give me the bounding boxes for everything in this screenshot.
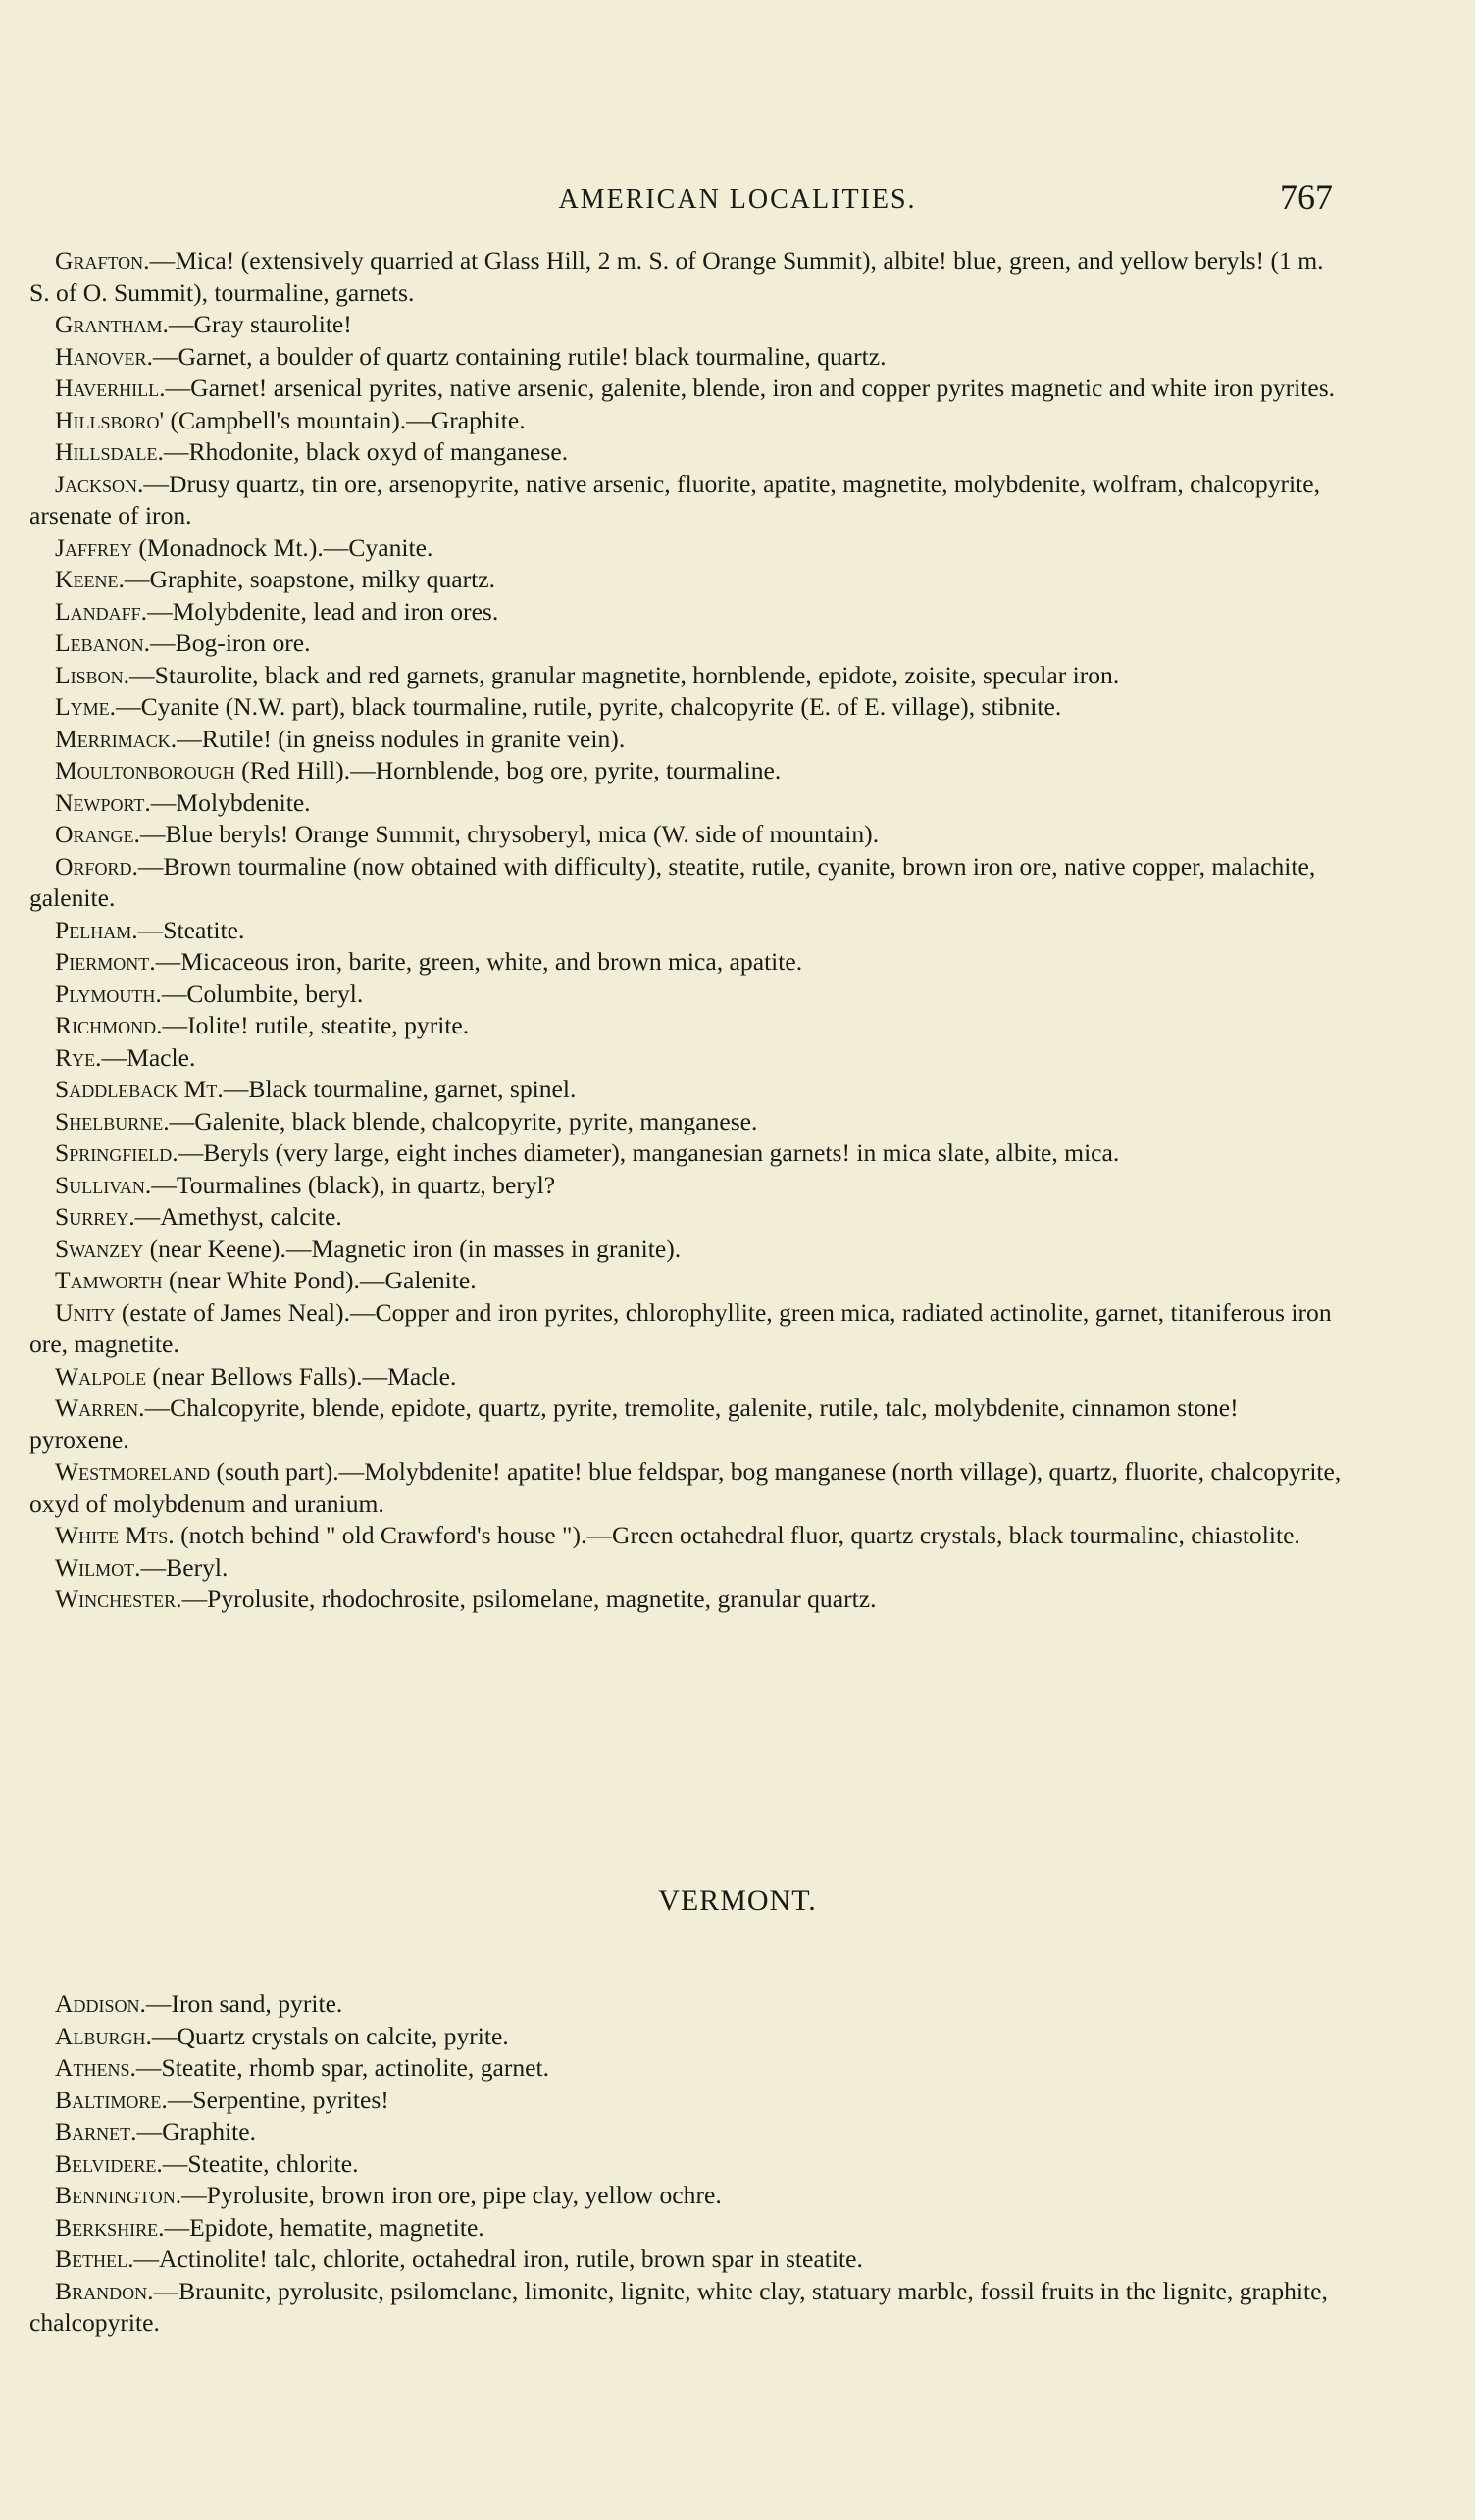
locality-entry <box>29 532 1344 565</box>
locality-entry <box>29 1170 1344 1202</box>
locality-entry <box>29 2276 1344 2340</box>
mineral-list: —Steatite. <box>137 915 245 944</box>
mineral-list: —Amethyst, calcite. <box>134 1202 342 1231</box>
section-heading-vermont: VERMONT. <box>658 1885 817 1917</box>
mineral-list: —Rhodonite, black oxyd of manganese. <box>163 437 569 466</box>
locality-name: Jackson. <box>55 469 144 498</box>
locality-name: Addison. <box>55 1990 146 2018</box>
mineral-list: (notch behind " old Crawford's house ").—Green octahedral fluor, quartz crystals, black tourmaline, chiastolite. <box>174 1521 1300 1549</box>
mineral-list: —Pyrolusite, brown iron ore, pipe clay, yellow ochre. <box>181 2181 722 2209</box>
locality-name: Wilmot. <box>55 1552 141 1582</box>
locality-entry <box>29 1989 1344 2021</box>
locality-name: Alburgh. <box>55 2021 152 2050</box>
locality-name: Piermont. <box>55 947 156 976</box>
locality-entry <box>29 2021 1344 2053</box>
locality-name: Rye. <box>55 1042 102 1072</box>
mineral-list: —Rutile! (in gneiss nodules in granite vein). <box>177 724 626 753</box>
locality-entry <box>29 1584 1344 1616</box>
locality-entry <box>29 2052 1344 2085</box>
locality-name: Warren. <box>55 1393 145 1422</box>
mineral-list: —Columbite, beryl. <box>161 979 364 1008</box>
mineral-list: —Quartz crystals on calcite, pyrite. <box>151 2021 509 2050</box>
locality-entry <box>29 564 1344 596</box>
locality-entry <box>29 2212 1344 2244</box>
locality-name: Brandon. <box>55 2276 154 2305</box>
locality-name: Sullivan. <box>55 1170 152 1199</box>
locality-entry <box>29 341 1344 374</box>
mineral-list: (estate of James Neal).—Copper and iron pyrites, chlorophyllite, green mica, radiated actinolite, garnet, titaniferous iron ore, magnetite. <box>29 1297 1332 1358</box>
vermont-localities <box>29 1989 1344 2340</box>
locality-name: Bennington. <box>55 2181 182 2209</box>
mineral-list: (near White Pond).—Galenite. <box>162 1266 477 1294</box>
locality-name: Lisbon. <box>55 660 130 689</box>
locality-entry <box>29 1106 1344 1138</box>
locality-entry <box>29 1392 1344 1456</box>
mineral-list: —Bog-iron ore. <box>150 629 311 657</box>
locality-name: Lebanon. <box>55 629 151 657</box>
mineral-list: —Macle. <box>101 1042 196 1072</box>
mineral-list: —Iolite! rutile, steatite, pyrite. <box>162 1011 470 1039</box>
locality-entry <box>29 724 1344 756</box>
mineral-list: —Blue beryls! Orange Summit, chrysoberyl, mica (W. side of mountain). <box>139 820 880 848</box>
mineral-list: —Epidote, hematite, magnetite. <box>164 2212 484 2242</box>
locality-entry <box>29 1456 1344 1520</box>
locality-entry <box>29 1297 1344 1361</box>
locality-entry <box>29 1201 1344 1234</box>
mineral-list: —Steatite, rhomb spar, actinolite, garnet. <box>135 2053 550 2082</box>
locality-name: Athens. <box>55 2053 136 2082</box>
mineral-list: —Serpentine, pyrites! <box>167 2085 389 2114</box>
locality-entry <box>29 628 1344 660</box>
locality-entry <box>29 787 1344 820</box>
mineral-list: —Gray staurolite! <box>168 310 352 338</box>
locality-name: Pelham. <box>55 915 138 944</box>
locality-entry <box>29 979 1344 1011</box>
mineral-list: —Staurolite, black and red garnets, granular magnetite, hornblende, epidote, zoisite, specular iron. <box>129 660 1120 689</box>
locality-name: Orford. <box>55 851 138 881</box>
locality-entry <box>29 1552 1344 1585</box>
locality-entry <box>29 2243 1344 2276</box>
locality-name: White Mts. <box>55 1521 175 1549</box>
locality-name: Berkshire. <box>55 2212 165 2242</box>
mineral-list: .—Actinolite! talc, chlorite, octahedral iron, rutile, brown spar in steatite. <box>127 2244 863 2273</box>
locality-name: Barnet. <box>55 2117 137 2145</box>
locality-name: Plymouth. <box>55 979 162 1008</box>
page-number: 767 <box>1280 177 1333 217</box>
mineral-list: —Tourmalines (black), in quartz, beryl? <box>151 1170 556 1199</box>
locality-name: Hillsdale. <box>55 437 164 466</box>
mineral-list: —Iron sand, pyrite. <box>145 1990 343 2018</box>
mineral-list: —Steatite, chlorite. <box>162 2148 359 2178</box>
locality-name: Landaff. <box>55 596 148 626</box>
locality-name: Westmoreland <box>55 1457 211 1486</box>
locality-entry <box>29 915 1344 947</box>
locality-entry <box>29 2180 1344 2212</box>
mineral-list: —Braunite, pyrolusite, psilomelane, limonite, lignite, white clay, statuary marble, fossil fruits in the lignite, graphite, chalcopyrite. <box>29 2276 1328 2337</box>
locality-entry <box>29 373 1344 405</box>
locality-entry <box>29 1361 1344 1393</box>
mineral-list: .—Cyanite (N.W. part), black tourmaline, rutile, pyrite, chalcopyrite (E. of E. village), stibnite. <box>109 692 1062 721</box>
mineral-list: —Galenite, black blende, chalcopyrite, pyrite, manganese. <box>169 1106 758 1135</box>
locality-entry <box>29 755 1344 787</box>
locality-entry <box>29 691 1344 724</box>
mineral-list: (south part).—Molybdenite! apatite! blue feldspar, bog manganese (north village), quartz, fluorite, chalcopyrite, oxyd of molybdenum and uranium. <box>29 1457 1342 1518</box>
locality-name: Orange. <box>55 820 140 848</box>
locality-name: Richmond. <box>55 1011 163 1039</box>
new-hampshire-localities <box>29 245 1344 1616</box>
locality-entry <box>29 946 1344 979</box>
mineral-list: —Garnet! arsenical pyrites, native arsenic, galenite, blende, iron and copper pyrites magnetic and white iron pyrites. <box>165 374 1336 402</box>
locality-entry <box>29 1074 1344 1106</box>
mineral-list: —Drusy quartz, tin ore, arsenopyrite, native arsenic, fluorite, apatite, magnetite, molybdenite, wolfram, chalcopyrite, arsenate of iron. <box>29 469 1321 529</box>
locality-name: Grafton. <box>55 246 150 275</box>
locality-entry <box>29 819 1344 851</box>
locality-name: Winchester. <box>55 1585 182 1613</box>
mineral-list: —Beryls (very large, eight inches diameter), manganesian garnets! in mica slate, albite, mica. <box>178 1138 1120 1167</box>
mineral-list: (near Bellows Falls).—Macle. <box>146 1361 457 1390</box>
mineral-list: (Campbell's mountain).—Graphite. <box>164 405 526 434</box>
mineral-list: —Brown tourmaline (now obtained with difficulty), steatite, rutile, cyanite, brown iron ore, native copper, malachite, galenite. <box>29 851 1316 912</box>
mineral-list: (Monadnock Mt.).—Cyanite. <box>131 532 433 562</box>
locality-entry <box>29 469 1344 532</box>
locality-name: Bethel <box>55 2244 128 2273</box>
locality-name: Haverhill. <box>55 374 166 402</box>
locality-name: Hanover. <box>55 341 153 371</box>
locality-name: Lyme <box>55 692 110 721</box>
locality-name: Keene. <box>55 565 125 593</box>
locality-entry <box>29 2085 1344 2117</box>
locality-name: Springfield. <box>55 1138 178 1167</box>
mineral-list: —Graphite. <box>136 2117 257 2145</box>
locality-name: Newport. <box>55 787 151 817</box>
locality-entry <box>29 1234 1344 1266</box>
locality-entry <box>29 2116 1344 2148</box>
locality-name: Swanzey <box>55 1234 144 1263</box>
mineral-list: —Molybdenite. <box>150 787 311 817</box>
locality-name: Shelburne. <box>55 1106 170 1135</box>
mineral-list: —Chalcopyrite, blende, epidote, quartz, pyrite, tremolite, galenite, rutile, talc, molybdenite, cinnamon stone! pyroxene. <box>29 1393 1239 1454</box>
mineral-list: —Molybdenite, lead and iron ores. <box>147 596 499 626</box>
mineral-list: —Beryl. <box>140 1552 229 1582</box>
locality-entry <box>29 1520 1344 1552</box>
locality-name: Tamworth <box>55 1266 163 1294</box>
locality-entry <box>29 1137 1344 1170</box>
mineral-list: —Black tourmaline, garnet, spinel. <box>223 1075 577 1103</box>
locality-entry <box>29 851 1344 915</box>
locality-entry <box>29 1042 1344 1075</box>
running-title: AMERICAN LOCALITIES. <box>558 184 917 215</box>
mineral-list: —Pyrolusite, rhodochrosite, psilomelane, magnetite, granular quartz. <box>181 1585 877 1613</box>
mineral-list: —Mica! (extensively quarried at Glass Hill, 2 m. S. of Orange Summit), albite! blue, green, and yellow beryls! (1 m. S. of O. Summit), tourmaline, garnets. <box>29 246 1324 307</box>
locality-entry <box>29 660 1344 692</box>
locality-name: Jaffrey <box>55 532 132 562</box>
locality-entry <box>29 309 1344 341</box>
locality-name: Belvidere. <box>55 2148 163 2178</box>
locality-name: Unity <box>55 1297 116 1327</box>
mineral-list: —Micaceous iron, barite, green, white, and brown mica, apatite. <box>155 947 803 976</box>
locality-name: Merrimack. <box>55 724 178 753</box>
locality-entry <box>29 2148 1344 2181</box>
mineral-list: —Garnet, a boulder of quartz containing rutile! black tourmaline, quartz. <box>152 341 887 371</box>
locality-name: Moultonborough <box>55 756 235 784</box>
mineral-list: —Graphite, soapstone, milky quartz. <box>124 565 496 593</box>
locality-entry <box>29 1265 1344 1297</box>
locality-entry <box>29 596 1344 629</box>
locality-entry <box>29 436 1344 469</box>
mineral-list: (near Keene).—Magnetic iron (in masses in granite). <box>143 1234 682 1263</box>
locality-entry <box>29 405 1344 437</box>
locality-entry <box>29 245 1344 309</box>
locality-name: Saddleback Mt. <box>55 1075 224 1103</box>
locality-name: Hillsboro' <box>55 405 165 434</box>
locality-name: Baltimore. <box>55 2085 168 2114</box>
locality-name: Grantham. <box>55 310 169 338</box>
locality-name: Surrey. <box>55 1202 135 1231</box>
mineral-list: (Red Hill).—Hornblende, bog ore, pyrite, tourmaline. <box>234 756 782 784</box>
locality-name: Walpole <box>55 1361 147 1390</box>
locality-entry <box>29 1010 1344 1042</box>
